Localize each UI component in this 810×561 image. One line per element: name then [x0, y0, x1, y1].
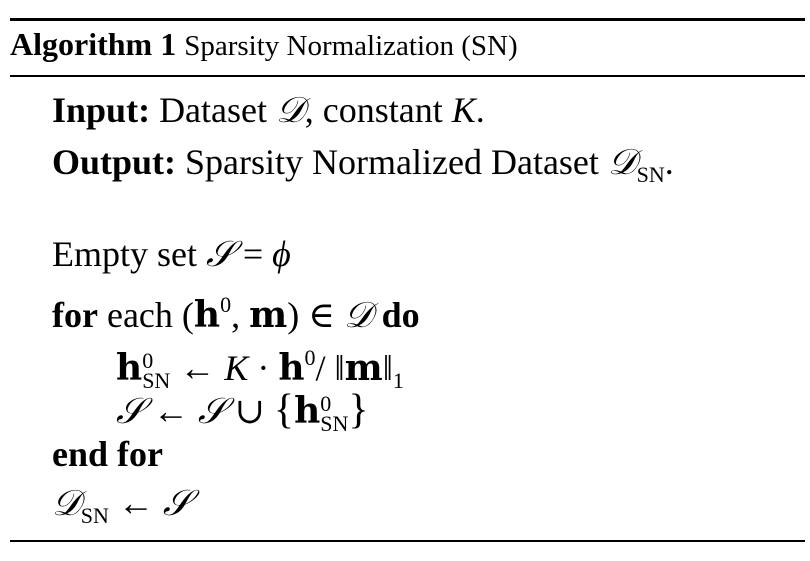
step-1-line: h 0 SN ← $K \cdot h^0/$ $‖m‖_1$	[116, 345, 404, 393]
for-keyword: for	[52, 295, 98, 335]
input-line	[52, 92, 485, 129]
header-rule	[10, 75, 805, 77]
for-line: for each ($h^0$, m) ∈ 𝒟 do	[52, 292, 420, 336]
bottom-rule	[10, 540, 805, 542]
output-text: Sparsity Normalized Dataset 𝒟$_{SN}$.	[185, 142, 674, 187]
step-2-line: 𝒮 ← 𝒮 ∪ {h 0 SN }	[116, 387, 369, 436]
init-line: Empty set 𝒮 = ϕ	[52, 234, 291, 275]
final-line: 𝒟$_{SN}$ ← 𝒮	[52, 483, 191, 528]
input-text: Dataset 𝒟, constant K.	[159, 90, 485, 131]
output-line	[52, 144, 674, 193]
algorithm-title: Sparsity Normalization (SN)	[184, 30, 518, 62]
algorithm-label: Algorithm 1	[10, 26, 177, 62]
output-label: Output:	[52, 142, 177, 182]
do-keyword: do	[381, 295, 420, 335]
top-rule	[10, 18, 805, 21]
end-for-line: end for	[52, 434, 163, 474]
algorithm-header	[10, 26, 518, 63]
input-label: Input:	[52, 90, 151, 130]
